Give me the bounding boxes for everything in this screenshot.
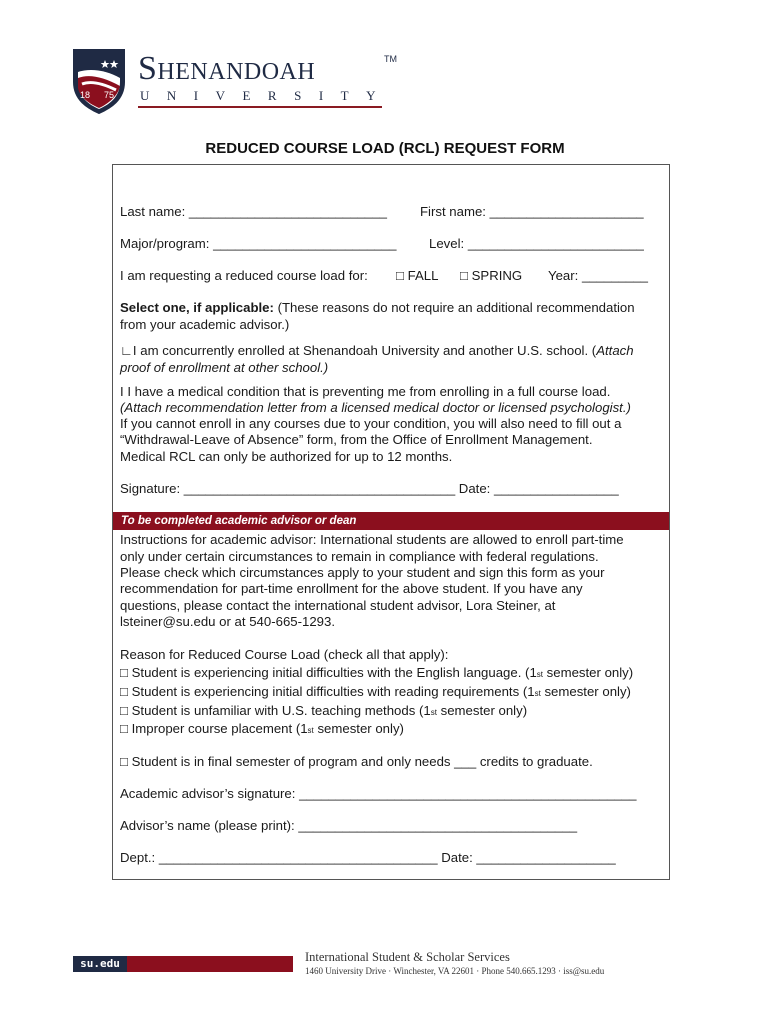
option-checkbox-icon[interactable]: I (120, 384, 124, 399)
reason-english-checkbox[interactable] (120, 665, 633, 684)
reason-teaching-checkbox[interactable] (120, 703, 527, 722)
university-logo (72, 48, 397, 118)
logo-divider (138, 106, 382, 108)
select-note-line2: from your academic advisor.) (120, 317, 290, 332)
medical-condition-option[interactable] (120, 384, 610, 401)
advisor-contact-email: lsteiner@su.edu or at 540-665-1293. (120, 614, 335, 629)
advisor-signature-field[interactable]: Academic advisor’s signature: ______________________________________________ (120, 786, 637, 801)
ordinal-suffix: st (430, 708, 437, 717)
reason-reading-text: □ Student is experiencing initial difficulties with reading requirements (1 (120, 684, 535, 699)
option-checkbox-icon[interactable]: ∟ (120, 343, 133, 358)
advisor-name-field[interactable]: Advisor’s name (please print): ______________________________________ (120, 818, 578, 833)
reason-placement-text: □ Improper course placement (1 (120, 721, 308, 736)
medical-attach-text: Attach recommendation letter from a licensed medical doctor or licensed psychologist.) (124, 400, 631, 415)
footer-accent-bar (127, 956, 293, 972)
reason-placement-suffix: semester only) (313, 721, 404, 736)
select-heading: Select one, if applicable: (120, 300, 274, 315)
reason-english-text: □ Student is experiencing initial difficulties with the English language. (1 (120, 665, 537, 680)
advisor-section-banner: To be completed academic advisor or dean (113, 512, 669, 530)
reason-reading-checkbox[interactable] (120, 684, 631, 703)
logo-subtitle: UNIVERSITY (140, 88, 393, 103)
major-program-field[interactable]: Major/program: _________________________ (120, 236, 397, 251)
spring-checkbox[interactable]: □ SPRING (460, 268, 523, 283)
year-field[interactable]: Year: _________ (548, 268, 648, 283)
medical-withdrawal-form: “Withdrawal-Leave of Absence” form, from the Office of Enrollment Management. (120, 432, 593, 447)
logo-year-right: 75 (104, 90, 115, 100)
form-title: REDUCED COURSE LOAD (RCL) REQUEST FORM (205, 140, 565, 157)
advisor-instructions-line: Please check which circumstances apply to your student and sign this form as your (120, 565, 605, 580)
reason-teaching-text: □ Student is unfamiliar with U.S. teaching methods (1 (120, 703, 431, 718)
level-field[interactable]: Level: ________________________ (429, 236, 644, 251)
logo-year-left: 18 (80, 90, 91, 100)
concurrent-enrollment-option[interactable] (120, 343, 634, 360)
ordinal-suffix: st (536, 670, 544, 679)
trademark-mark: TM (384, 54, 397, 64)
select-instructions (120, 300, 635, 317)
concurrent-enrollment-text: I am concurrently enrolled at Shenandoah University and another U.S. school. ( (132, 343, 597, 358)
last-name-field[interactable]: Last name: ___________________________ (120, 204, 387, 219)
advisor-instructions-line: recommendation for part-time enrollment for the above student. If you have any (120, 581, 583, 596)
advisor-instructions-line: only under certain circumstances to remain in compliance with federal regulations. (120, 549, 599, 564)
reason-heading: Reason for Reduced Course Load (check all that apply): (120, 647, 449, 662)
reason-placement-checkbox[interactable] (120, 721, 404, 740)
request-label: I am requesting a reduced course load for: (120, 268, 368, 283)
footer-office-name: International Student & Scholar Services (305, 950, 510, 964)
wordmark (138, 50, 393, 104)
concurrent-attach-note: Attach (596, 343, 634, 358)
medical-withdrawal-note: If you cannot enroll in any courses due to your condition, you will also need to fill out a (120, 416, 622, 431)
medical-condition-text: I have a medical condition that is preventing me from enrolling in a full course load. (123, 384, 611, 399)
medical-rcl-limit: Medical RCL can only be authorized for up to 12 months. (120, 449, 453, 464)
ordinal-suffix: st (534, 689, 541, 698)
medical-attach-note: (Attach recommendation letter from a licensed medical doctor or licensed psychologist.) (120, 400, 631, 415)
ordinal-suffix: st (307, 726, 314, 735)
reason-final-semester-checkbox[interactable]: □ Student is in final semester of program and only needs ___ credits to graduate. (120, 754, 593, 769)
select-note: (These reasons do not require an additional recommendation (273, 300, 635, 315)
student-signature-field[interactable]: Signature: _____________________________________ Date: _________________ (120, 481, 619, 496)
logo-name: Shenandoah (138, 50, 316, 87)
advisor-instructions-line: Instructions for academic advisor: International students are allowed to enroll part-time (120, 532, 624, 547)
concurrent-attach-note-line2: proof of enrollment at other school.) (120, 360, 329, 375)
reason-english-suffix: semester only) (543, 665, 634, 680)
advisor-instructions-line: questions, please contact the international student advisor, Lora Steiner, at (120, 598, 556, 613)
reason-reading-suffix: semester only) (540, 684, 631, 699)
su-edu-badge: su.edu (73, 956, 127, 972)
dept-date-field[interactable]: Dept.: ______________________________________ Date: ___________________ (120, 850, 616, 865)
shield-crest-icon (72, 48, 126, 114)
footer-address: 1460 University Drive · Winchester, VA 22601 · Phone 540.665.1293 · iss@su.edu (305, 966, 605, 976)
first-name-field[interactable]: First name: _____________________ (420, 204, 644, 219)
reason-teaching-suffix: semester only) (436, 703, 528, 718)
fall-checkbox[interactable]: □ FALL (396, 268, 439, 283)
